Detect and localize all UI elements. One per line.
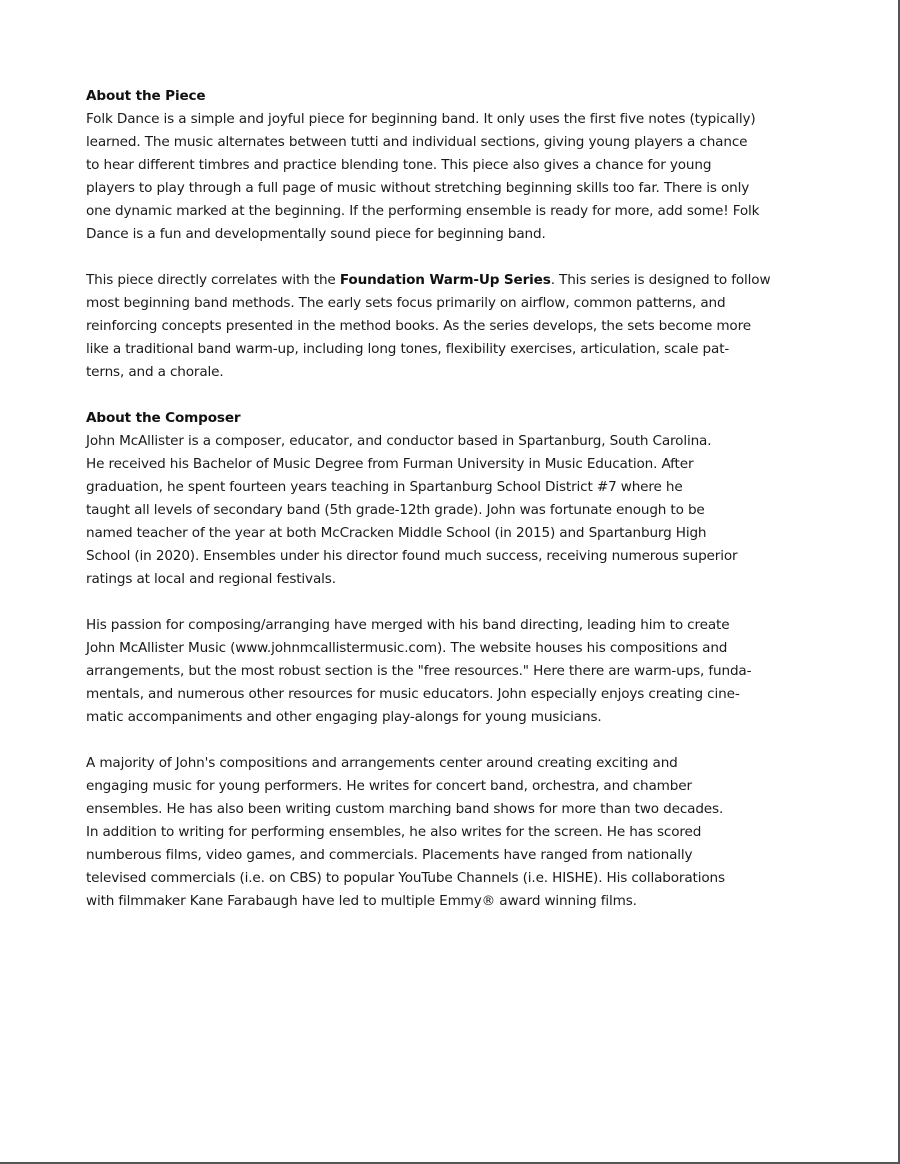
text-line: numberous films, video games, and commercials. Placements have ranged from nationally: [86, 847, 693, 863]
text-line: arrangements, but the most robust section is the "free resources." Here there are warm-ups, funda-: [86, 663, 752, 679]
text-line: most beginning band methods. The early sets focus primarily on airflow, common patterns, and: [86, 295, 726, 311]
text-line: named teacher of the year at both McCracken Middle School (in 2015) and Spartanburg High: [86, 525, 707, 541]
text-line: John McAllister is a composer, educator, and conductor based in Spartanburg, South Carolina.: [86, 433, 712, 449]
text-line: like a traditional band warm-up, including long tones, flexibility exercises, articulation, scale pat-: [86, 341, 730, 357]
document-body: [86, 85, 816, 913]
text-line: He received his Bachelor of Music Degree from Furman University in Music Education. After: [86, 456, 694, 472]
text-line: terns, and a chorale.: [86, 364, 224, 380]
text-line: [86, 269, 816, 292]
text-line: A majority of John's compositions and arrangements center around creating exciting and: [86, 755, 678, 771]
text-line: engaging music for young performers. He writes for concert band, orchestra, and chamber: [86, 778, 692, 794]
text-line: School (in 2020). Ensembles under his director found much success, receiving numerous superior: [86, 548, 738, 564]
text-line: mentals, and numerous other resources for music educators. John especially enjoys creating cine-: [86, 686, 740, 702]
text-line: to hear different timbres and practice blending tone. This piece also gives a chance for young: [86, 157, 712, 173]
text-line: players to play through a full page of music without stretching beginning skills too far. There is only: [86, 180, 750, 196]
text-line: His passion for composing/arranging have merged with his band directing, leading him to create: [86, 617, 730, 633]
text-fragment: . This series is designed to follow: [550, 272, 771, 288]
about-composer-paragraph-2: [86, 614, 816, 729]
paragraph-gap: [86, 246, 816, 269]
text-line: In addition to writing for performing ensembles, he also writes for the screen. He has scored: [86, 824, 702, 840]
text-line: Folk Dance is a simple and joyful piece for beginning band. It only uses the first five notes (typically): [86, 111, 756, 127]
text-line: reinforcing concepts presented in the method books. As the series develops, the sets become more: [86, 318, 751, 334]
text-line: matic accompaniments and other engaging play-alongs for young musicians.: [86, 709, 602, 725]
about-composer-paragraph-1: [86, 430, 816, 591]
text-line: taught all levels of secondary band (5th grade-12th grade). John was fortunate enough to be: [86, 502, 705, 518]
about-piece-heading: About the Piece: [86, 88, 206, 104]
paragraph-gap: [86, 729, 816, 752]
paragraph-gap: [86, 591, 816, 614]
paragraph-gap: [86, 384, 816, 407]
text-line: John McAllister Music (www.johnmcallistermusic.com). The website houses his compositions and: [86, 640, 728, 656]
about-piece-paragraph-2: [86, 269, 816, 384]
text-line: graduation, he spent fourteen years teaching in Spartanburg School District #7 where he: [86, 479, 683, 495]
about-piece-paragraph-1: [86, 108, 816, 246]
text-line: ratings at local and regional festivals.: [86, 571, 336, 587]
foundation-series-title: Foundation Warm-Up Series: [339, 272, 551, 288]
text-line: one dynamic marked at the beginning. If the performing ensemble is ready for more, add some! Folk: [86, 203, 760, 219]
text-line: ensembles. He has also been writing custom marching band shows for more than two decades.: [86, 801, 724, 817]
about-composer-heading: About the Composer: [86, 410, 241, 426]
text-line: televised commercials (i.e. on CBS) to popular YouTube Channels (i.e. HISHE). His collaborations: [86, 870, 725, 886]
text-fragment: This piece directly correlates with the: [86, 272, 340, 288]
about-composer-paragraph-3: [86, 752, 816, 913]
text-line: Dance is a fun and developmentally sound piece for beginning band.: [86, 226, 546, 242]
text-line: with filmmaker Kane Farabaugh have led to multiple Emmy® award winning films.: [86, 893, 637, 909]
text-line: learned. The music alternates between tutti and individual sections, giving young players a chance: [86, 134, 748, 150]
